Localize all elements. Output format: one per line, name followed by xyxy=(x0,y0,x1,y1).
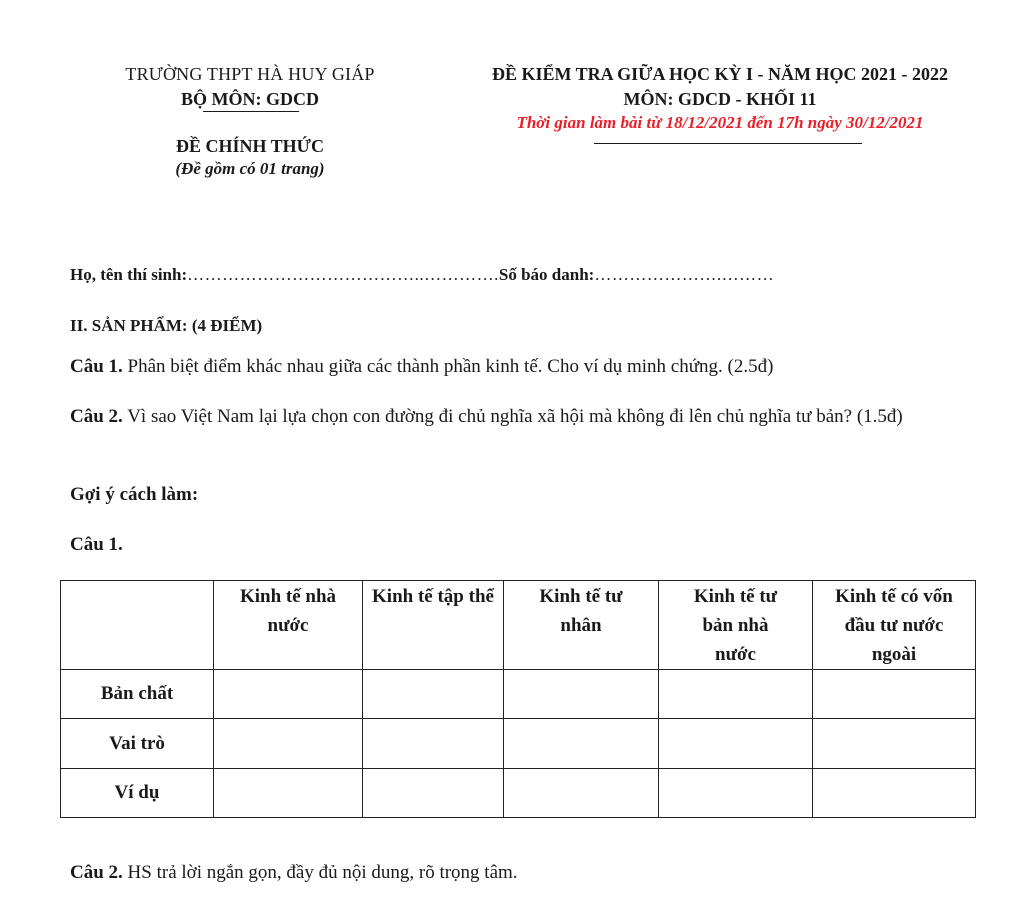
table-cell xyxy=(504,769,659,818)
table-cell xyxy=(813,719,976,769)
candidate-line xyxy=(70,265,774,285)
candidate-id-label: Số báo danh: xyxy=(498,265,595,284)
candidate-name-label: Họ, tên thí sinh: xyxy=(70,265,188,284)
column-header: Kinh tế có vốn đầu tư nước ngoài xyxy=(813,581,976,670)
table-cell xyxy=(214,670,363,719)
question-1 xyxy=(70,352,970,382)
department-underline xyxy=(203,111,299,112)
comparison-table xyxy=(60,580,976,818)
table-cell xyxy=(659,719,813,769)
answer-2 xyxy=(70,862,518,884)
official-label: ĐỀ CHÍNH THỨC xyxy=(175,136,325,156)
department: BỘ MÔN: GDCD xyxy=(181,89,319,109)
row-label: Vai trò xyxy=(61,719,214,769)
table-row xyxy=(61,719,976,769)
table-cell xyxy=(363,670,504,719)
question-1-text: Phân biệt điểm khác nhau giữa các thành phần kinh tế. Cho ví dụ minh chứng. (2.5đ) xyxy=(122,356,774,377)
table-row xyxy=(61,769,976,818)
pages-note: (Đề gồm có 01 trang) xyxy=(175,159,325,178)
question-2 xyxy=(70,402,970,432)
question-2-text: Vì sao Việt Nam lại lựa chọn con đường đi chủ nghĩa xã hội mà không đi lên chủ nghĩa tư bản? (1.5đ) xyxy=(122,406,903,427)
table-cell xyxy=(659,769,813,818)
row-label: Bản chất xyxy=(61,670,214,719)
table-cell xyxy=(504,719,659,769)
table-cell xyxy=(214,719,363,769)
table-cell xyxy=(363,769,504,818)
guide-q1-label: Câu 1. xyxy=(70,534,123,555)
answer-2-text: HS trả lời ngắn gọn, đầy đủ nội dung, rõ trọng tâm. xyxy=(122,862,518,883)
table-corner-cell xyxy=(61,581,214,670)
guide-title: Gợi ý cách làm: xyxy=(70,484,199,505)
table-cell xyxy=(214,769,363,818)
table-cell xyxy=(813,670,976,719)
table-row xyxy=(61,670,976,719)
column-header: Kinh tế nhà nước xyxy=(214,581,363,670)
table-cell xyxy=(363,719,504,769)
column-header: Kinh tế tập thể xyxy=(363,581,504,670)
section-title: II. SẢN PHẨM: (4 ĐIỂM) xyxy=(70,316,263,335)
table-cell xyxy=(813,769,976,818)
column-header: Kinh tế tư bản nhà nước xyxy=(659,581,813,670)
table-cell xyxy=(504,670,659,719)
subject-line: MÔN: GDCD - KHỐI 11 xyxy=(623,89,817,109)
table-header-row xyxy=(61,581,976,670)
candidate-name-dots: …………………………………..…………. xyxy=(187,265,499,284)
row-label: Ví dụ xyxy=(61,769,214,818)
exam-title: ĐỀ KIỂM TRA GIỮA HỌC KỲ I - NĂM HỌC 2021 - 2022 xyxy=(491,64,948,84)
table-cell xyxy=(659,670,813,719)
column-header: Kinh tế tư nhân xyxy=(504,581,659,670)
time-line: Thời gian làm bài từ 18/12/2021 đến 17h ngày 30/12/2021 xyxy=(516,113,924,132)
school-name: TRƯỜNG THPT HÀ HUY GIÁP xyxy=(125,64,375,84)
candidate-id-dots: ………………….……… xyxy=(594,265,775,284)
header-divider xyxy=(594,143,862,144)
question-2-label: Câu 2. xyxy=(70,406,123,427)
answer-2-label: Câu 2. xyxy=(70,862,123,883)
question-1-label: Câu 1. xyxy=(70,356,123,377)
